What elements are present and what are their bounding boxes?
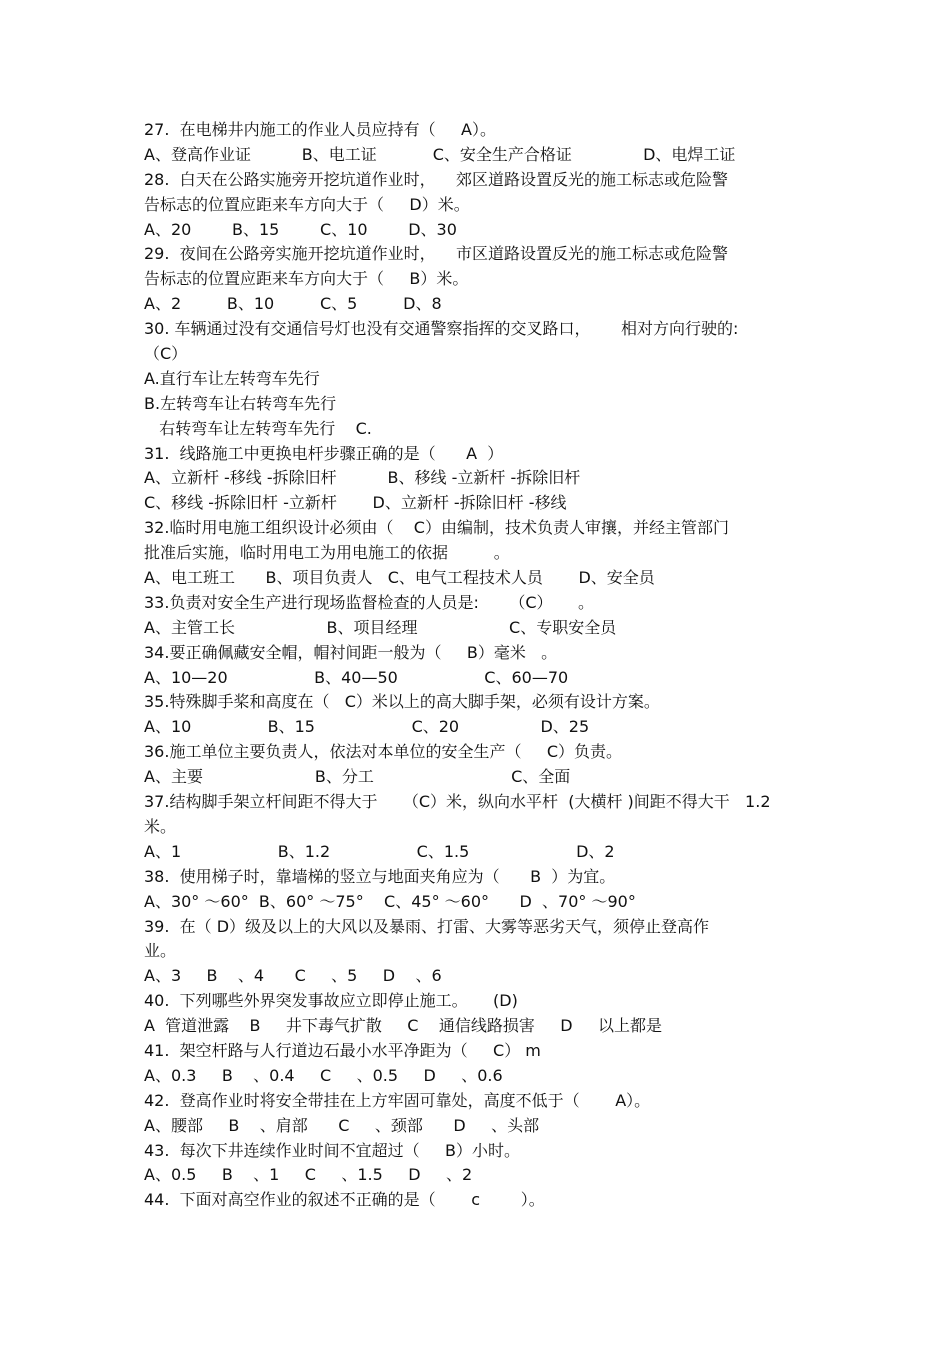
text-line: 36.施工单位主要负责人，依法对本单位的安全生产（ C）负责。 [144,742,623,762]
text-line: 44. 下面对高空作业的叙述不正确的是（ c ）。 [144,1190,545,1210]
text-line: A、30° ～60° B、60° ～75° C、45° ～60° D 、70° ～90° [144,891,636,911]
text-line: 35.特殊脚手桨和高度在（ C）米以上的高大脚手架，必须有设计方案。 [144,692,660,712]
text-line: （C） [144,344,188,364]
text-line: A、10—20 B、40—50 C、60—70 [144,667,569,687]
text-line: C、移线 -拆除旧杆 -立新杆 D、立新杆 -拆除旧杆 -移线 [144,493,567,513]
text-line: 业。 [144,941,177,961]
text-line: A、1 B、1.2 C、1.5 D、2 [144,841,615,861]
text-line: A 管道泄露 B 井下毒气扩散 C 通信线路损害 D 以上都是 [144,1016,662,1036]
text-line: 39. 在（ D）级及以上的大风以及暴雨、打雷、大雾等恶劣天气，须停止登高作 [144,916,710,936]
text-line: 右转弯车让左转弯车先行 C. [144,418,372,438]
text-line: 告标志的位置应距来车方向大于（ B）米。 [144,269,469,289]
text-line: 31. 线路施工中更换电杆步骤正确的是（ A ） [144,443,504,463]
text-line: 37.结构脚手架立杆间距不得大于 （C）米，纵向水平杆 (大横杆 )间距不得大干 1.2 [144,792,771,812]
text-line: 32.临时用电施工组织设计必须由（ C）由编制，技术负责人审攘，并经主管部门 [144,518,729,538]
text-line: A、3 B 、4 C 、5 D 、6 [144,966,442,986]
text-line: 米。 [144,816,177,836]
text-line: 43. 每次下井连续作业时间不宜超过（ B）小时。 [144,1140,521,1160]
text-line: A.直行车让左转弯车先行 [144,368,320,388]
text-line: 30. 车辆通过没有交通信号灯也没有交通警察指挥的交叉路口， 相对方向行驶的: [144,319,739,339]
text-line: A、电工班工 B、项目负责人 C、电气工程技术人员 D、安全员 [144,568,655,588]
text-line: 38. 使用梯子时，靠墙梯的竖立与地面夹角应为（ B ）为宜。 [144,866,616,886]
question-list [144,118,824,1213]
text-line: A、主要 B、分工 C、全面 [144,767,571,787]
text-line: 29. 夜间在公路旁实施开挖坑道作业时， 市区道路设置反光的施工标志或危险警 [144,244,728,264]
text-line: A、10 B、15 C、20 D、25 [144,717,590,737]
text-line: A、腰部 B 、肩部 C 、颈部 D 、头部 [144,1115,540,1135]
text-line: 告标志的位置应距来车方向大于（ D）米。 [144,194,470,214]
text-line: A、2 B、10 C、5 D、8 [144,294,442,314]
text-line: 40. 下列哪些外界突发事故应立即停止施工。 (D) [144,991,518,1011]
text-line: B.左转弯车让右转弯车先行 [144,393,337,413]
text-line: A、立新杆 -移线 -拆除旧杆 B、移线 -立新杆 -拆除旧杆 [144,468,581,488]
text-line: 27. 在电梯井内施工的作业人员应持有（ A）。 [144,120,496,139]
text-line: 34.要正确佩藏安全帽，帽衬间距一般为（ B）毫米 。 [144,642,558,662]
text-line: A、登高作业证 B、电工证 C、安全生产合格证 D、电焊工证 [144,144,736,164]
text-line: A、20 B、15 C、10 D、30 [144,219,457,239]
text-line: 33.负责对安全生产进行现场监督检查的人员是: （C） 。 [144,592,594,612]
text-line: 28. 白天在公路实施旁开挖坑道作业时， 郊区道路设置反光的施工标志或危险警 [144,169,728,189]
text-line: 42. 登高作业时将安全带挂在上方牢固可靠处，高度不低于（ A）。 [144,1090,651,1110]
text-line: A、0.5 B 、1 C 、1.5 D 、2 [144,1165,473,1185]
text-line: A、主管工长 B、项目经理 C、专职安全员 [144,617,617,637]
text-line: 批准后实施，临时用电工为用电施工的依据 。 [144,543,510,563]
text-line: 41. 架空杆路与人行道边石最小水平净距为（ C） m [144,1040,541,1060]
text-line: A、0.3 B 、0.4 C 、0.5 D 、0.6 [144,1065,503,1085]
